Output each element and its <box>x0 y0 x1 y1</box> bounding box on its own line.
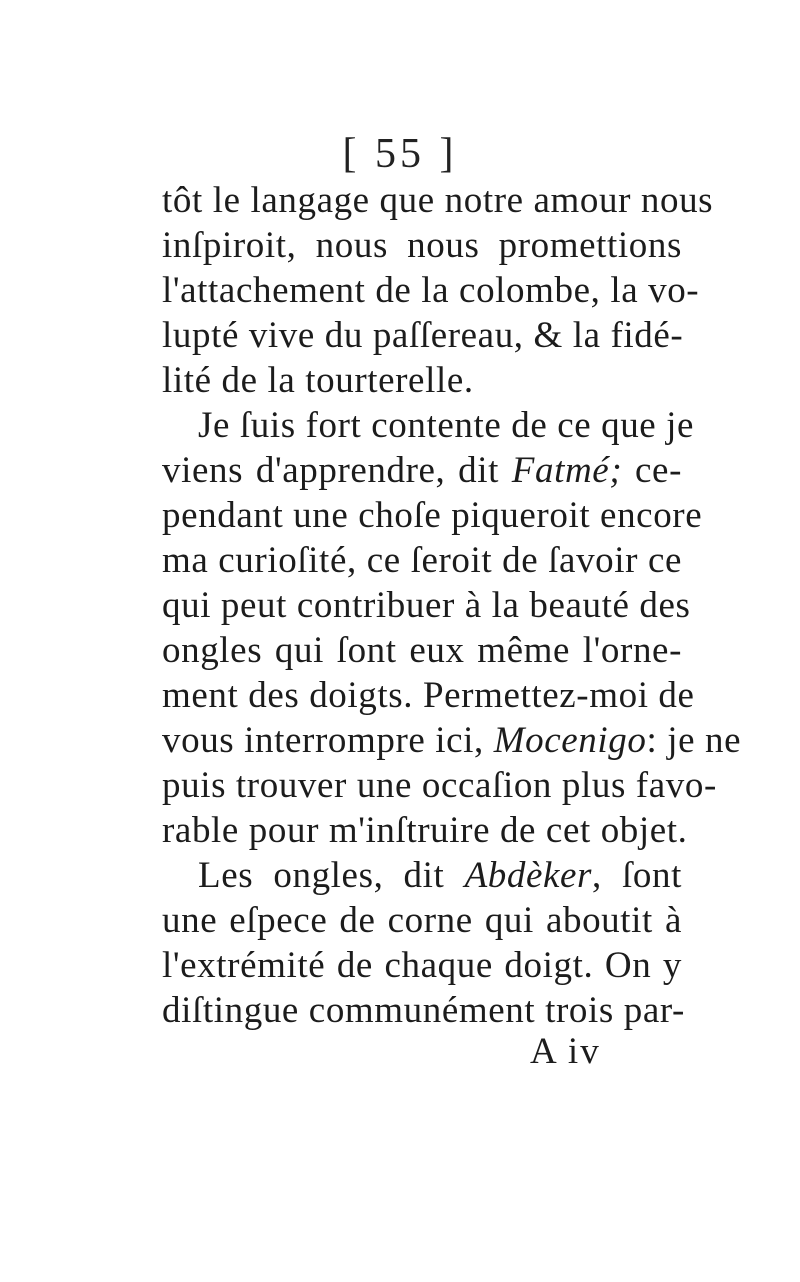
text-line: l'attachement de la colombe, la vo- <box>162 270 700 311</box>
text-line: pendant une choſe piqueroit encore <box>162 495 703 536</box>
text-line <box>162 853 682 898</box>
text-segment: ce- <box>622 450 682 491</box>
speaker-name: Fatmé; <box>511 450 623 491</box>
body-text <box>162 178 742 1033</box>
signature-mark: A iv <box>530 1031 601 1072</box>
text-line <box>162 448 682 493</box>
text-line: ment des doigts. Permettez-moi de <box>162 675 695 716</box>
text-segment: viens d'apprendre, dit <box>162 450 512 491</box>
speaker-name: Abdèker <box>464 855 593 896</box>
text-line: puis trouver une occaſion plus favo- <box>162 765 717 806</box>
text-line: une eſpece de corne qui aboutit à <box>162 900 682 941</box>
text-segment: Les ongles, dit <box>198 855 465 896</box>
speaker-name: Mocenigo <box>493 720 647 761</box>
text-line: lité de la tourterelle. <box>162 360 474 401</box>
text-line <box>162 718 742 763</box>
text-line: diſtingue communément trois par- <box>162 990 685 1031</box>
text-line: l'extrémité de chaque doigt. On y <box>162 945 682 986</box>
text-line: Je ſuis fort contente de ce que je <box>198 405 695 446</box>
text-segment: , ſont <box>592 855 682 896</box>
text-line: tôt le langage que notre amour nous <box>162 180 714 221</box>
page-number: [ 55 ] <box>342 131 458 177</box>
text-segment: vous interrompre ici, <box>162 720 494 761</box>
text-line: lupté vive du paſſereau, & la fidé- <box>162 315 684 356</box>
text-line: ma curioſité, ce ſeroit de ſavoir ce <box>162 540 682 581</box>
text-line: ongles qui ſont eux même l'orne- <box>162 630 682 671</box>
text-line: inſpiroit, nous nous promettions <box>162 225 682 266</box>
text-segment: : je ne <box>646 720 742 761</box>
text-line: qui peut contribuer à la beauté des <box>162 585 691 626</box>
text-line: rable pour m'inſtruire de cet objet. <box>162 810 688 851</box>
